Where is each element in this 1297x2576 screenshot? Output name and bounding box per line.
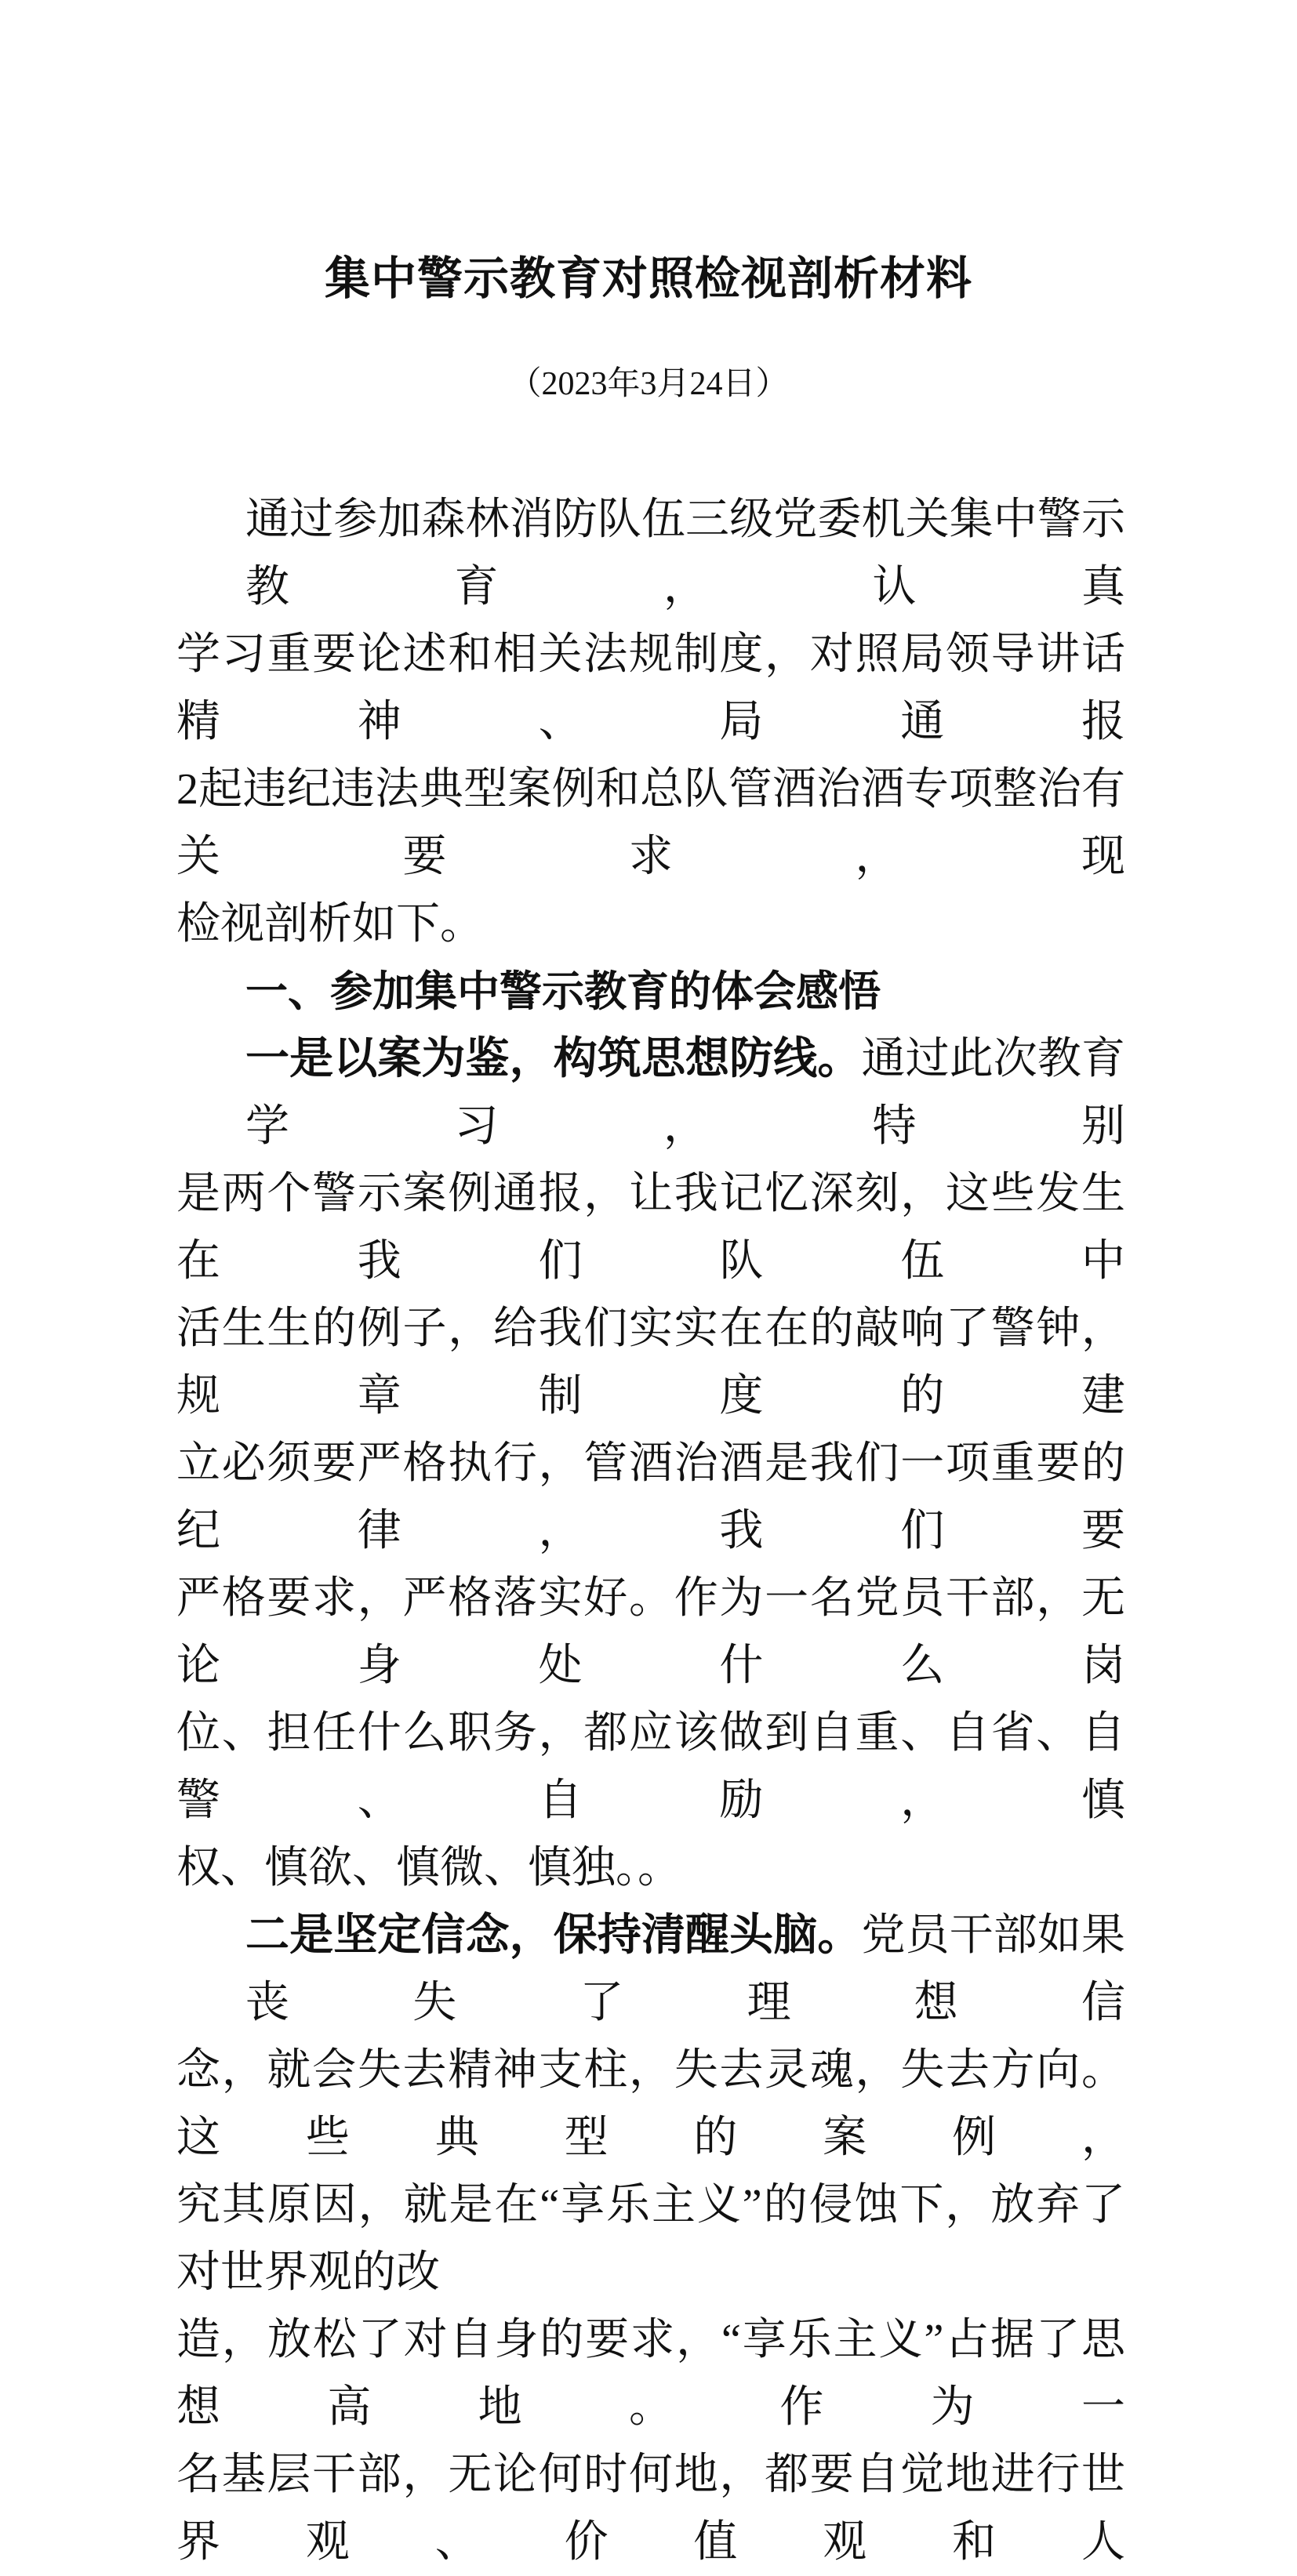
point-1-paragraph — [176, 1025, 1125, 1902]
text-line: 造，放松了对自身的要求，“享乐主义”占据了思想高地。作为一 — [176, 2316, 1125, 2432]
point-lead: 二是坚定信念，保持清醒头脑。 — [245, 1911, 862, 1960]
text-line: 检视剖析如下。 — [176, 900, 484, 949]
text-line: 名基层干部，无论何时何地，都要自觉地进行世界观、价值观和人 — [176, 2451, 1125, 2567]
text-line: 位、担任什么职务，都应该做到自重、自省、自警、自励，慎 — [176, 1709, 1125, 1825]
text-line — [176, 1025, 1125, 1160]
text-line: 学习重要论述和相关法规制度，对照局领导讲话精神、局通报 — [176, 630, 1125, 746]
text-line: 念，就会失去精神支柱，失去灵魂，失去方向。这些典型的案例， — [176, 2046, 1125, 2162]
text-line: 权、慎欲、慎微、慎独。。 — [176, 1844, 681, 1892]
text-line: 活生生的例子，给我们实实在在的敲响了警钟，规章制度的建 — [176, 1304, 1125, 1420]
text-line: 严格要求，严格落实好。作为一名党员干部，无论身处什么岗 — [176, 1574, 1125, 1690]
text-line — [176, 1902, 1125, 2037]
text-span: 党员干部如果丧失了理想信 — [245, 1911, 1126, 2027]
section-heading: 一、参加集中警示教育的体会感悟 — [245, 968, 881, 1015]
document-body — [176, 486, 1125, 2576]
text-line: 通过参加森林消防队伍三级党委机关集中警示教育，认真 — [245, 495, 1125, 611]
text-span: 通过此次教育学习，特别 — [245, 1035, 1126, 1151]
document-date: （2023年3月24日） — [508, 366, 789, 402]
document-title: 集中警示教育对照检视剖析材料 — [324, 253, 972, 304]
text-line: 究其原因，就是在“享乐主义”的侵蚀下，放弃了对世界观的改 — [176, 2181, 1125, 2297]
text-line: 立必须要严格执行，管酒治酒是我们一项重要的纪律，我们要 — [176, 1439, 1125, 1555]
text-line: 是两个警示案例通报，让我记忆深刻，这些发生在我们队伍中 — [176, 1170, 1125, 1286]
intro-paragraph — [176, 486, 1125, 958]
point-2-paragraph — [176, 1902, 1125, 2576]
text-line: 2起违纪违法典型案例和总队管酒治酒专项整治有关要求，现 — [176, 765, 1125, 881]
point-lead: 一是以案为鉴，构筑思想防线。 — [245, 1035, 862, 1083]
